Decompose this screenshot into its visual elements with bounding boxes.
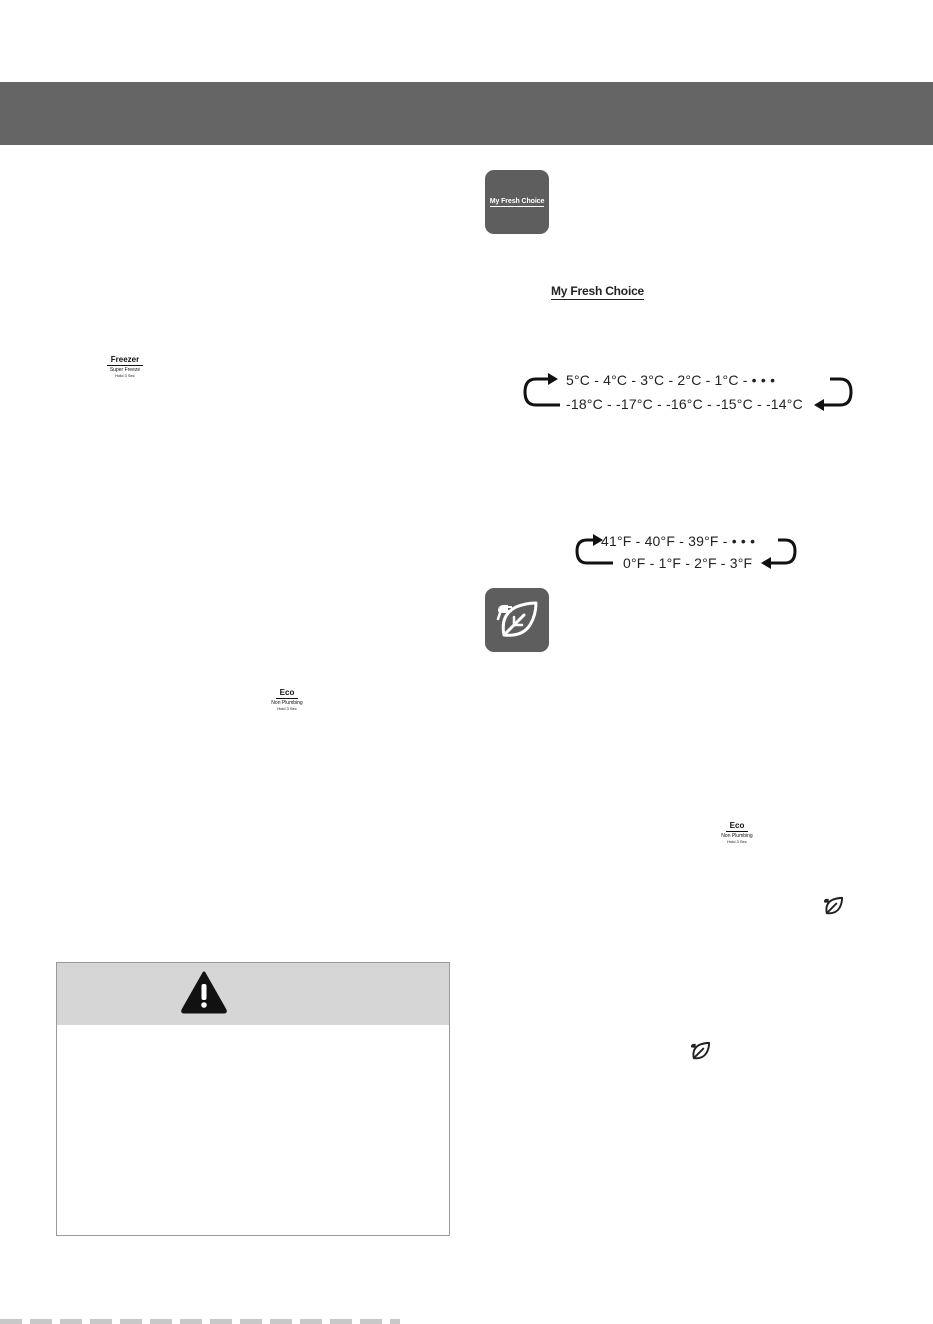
hold-label: Hold 3 Sec — [277, 706, 297, 711]
non-plumbing-label: Non Plumbing — [721, 833, 753, 839]
super-freeze-label: Super Freeze — [109, 367, 141, 373]
eco-leaf-icon — [822, 895, 844, 917]
celsius-cycle-diagram — [520, 368, 860, 418]
caution-box — [56, 962, 450, 1236]
eco-label: Eco — [726, 822, 749, 832]
my-fresh-choice-button-graphic — [551, 282, 644, 300]
eco-leaf-icon — [689, 1040, 711, 1062]
my-fresh-choice-tile — [485, 170, 549, 234]
hold-label: Hold 3 Sec — [727, 839, 747, 844]
my-fresh-choice-label: My Fresh Choice — [551, 284, 645, 298]
eco-button-graphic — [711, 816, 763, 844]
my-fresh-choice-tile-label: My Fresh Choice — [489, 197, 545, 205]
eco-leaf-tile — [485, 588, 549, 652]
warning-triangle-icon — [180, 970, 228, 1014]
fahrenheit-top-row: 41°F - 40°F - 39°F - • • • — [601, 533, 756, 549]
eco-leaf-plug-icon — [494, 597, 540, 643]
header-bar — [0, 82, 933, 145]
eco-label: Eco — [276, 689, 299, 699]
fahrenheit-cycle-diagram — [573, 532, 803, 574]
celsius-top-row: 5°C - 4°C - 3°C - 2°C - 1°C - • • • — [566, 372, 776, 388]
freezer-label: Freezer — [107, 356, 143, 366]
eco-button-graphic — [261, 683, 313, 711]
non-plumbing-label: Non Plumbing — [271, 700, 303, 706]
hold-label: Hold 3 Sec — [115, 373, 135, 378]
freezer-button-graphic — [100, 350, 150, 378]
bottom-text-strip — [0, 1319, 400, 1324]
caution-header — [57, 963, 449, 1025]
fahrenheit-bottom-row: 0°F - 1°F - 2°F - 3°F — [623, 555, 753, 571]
celsius-bottom-row: -18°C - -17°C - -16°C - -15°C - -14°C — [566, 396, 803, 412]
